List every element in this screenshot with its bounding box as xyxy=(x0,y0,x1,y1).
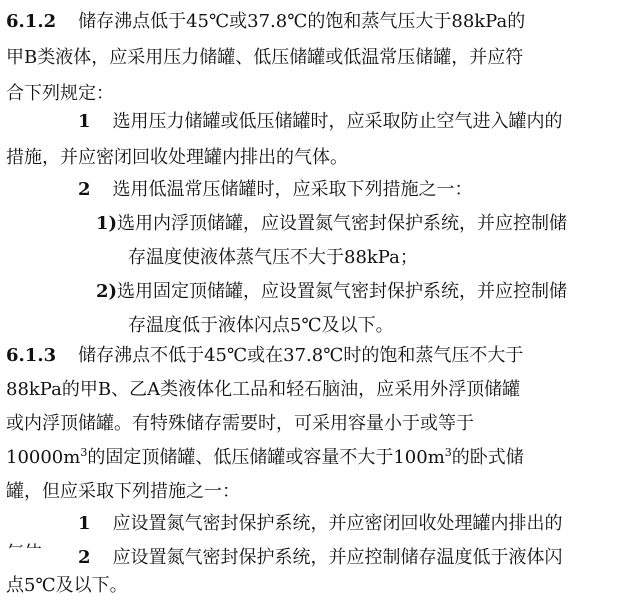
clause-text: 的固定顶储罐、低压储罐或容量不大于100m xyxy=(87,447,445,468)
clause-6-1-3-line-2 xyxy=(6,372,630,408)
item-2-line-1 xyxy=(78,172,630,208)
clause-6-1-3-line-5 xyxy=(6,474,630,510)
clause-6-1-3-line-3 xyxy=(6,406,630,442)
item-text: 应设置氮气密封保护系统，并应密闭回收处理罐内排出的 xyxy=(112,513,563,534)
sub-item-text: 选用内浮顶储罐，应设置氮气密封保护系统，并应控制储 xyxy=(117,213,568,234)
clause-text: 88kPa的甲B、乙A类液体化工品和轻石脑油，应采用外浮顶储罐 xyxy=(6,379,521,400)
clause-text: 甲B类液体，应采用压力储罐、低压储罐或低温常压储罐，并应符 xyxy=(6,47,524,68)
clause-6-1-3-line-1 xyxy=(6,338,630,374)
item-text: 选用低温常压储罐时，应采取下列措施之一： xyxy=(112,179,473,200)
sub-item-1-line-1 xyxy=(96,206,630,242)
clause-text: 罐，但应采取下列措施之一： xyxy=(6,481,240,502)
clause-text: 合下列规定： xyxy=(6,83,114,104)
item-1-line-2 xyxy=(6,140,630,176)
clause-text: 或内浮顶储罐。有特殊储存需要时，可采用容量小于或等于 xyxy=(6,413,474,434)
clause-6-1-3-line-4 xyxy=(6,440,630,476)
clause-number: 6.1.2 xyxy=(6,11,57,32)
superscript: 3 xyxy=(444,446,452,459)
item-text: 点5℃及以下。 xyxy=(6,575,128,596)
item-text: 措施，并应密闭回收处理罐内排出的气体。 xyxy=(6,147,348,168)
item-2-line-2 xyxy=(6,568,626,604)
sub-item-number: 1) xyxy=(96,213,118,234)
bottom-band xyxy=(0,548,630,601)
clause-text: 的卧式储 xyxy=(451,447,524,468)
clause-6-1-2-line-2 xyxy=(6,40,630,76)
item-number: 1 xyxy=(78,111,91,132)
item-1-line-1 xyxy=(78,104,630,140)
item-text: 选用压力储罐或低压储罐时，应采取防止空气进入罐内的 xyxy=(112,111,563,132)
superscript: 3 xyxy=(80,446,88,459)
sub-item-text: 存温度低于液体闪点5℃及以下。 xyxy=(128,315,394,336)
clause-text: 10000m xyxy=(6,447,81,468)
item-number: 2 xyxy=(78,179,91,200)
item-number: 2 xyxy=(78,547,91,568)
sub-item-number: 2) xyxy=(96,281,118,302)
sub-item-2-line-1 xyxy=(96,274,630,310)
clause-6-1-2-line-1 xyxy=(6,4,630,40)
clause-number: 6.1.3 xyxy=(6,345,57,366)
item-text: 应设置氮气密封保护系统，并应控制储存温度低于液体闪 xyxy=(112,547,563,568)
sub-item-text: 存温度使液体蒸气压不大于88kPa； xyxy=(128,247,418,268)
sub-item-text: 选用固定顶储罐，应设置氮气密封保护系统，并应控制储 xyxy=(117,281,568,302)
clause-text: 储存沸点不低于45℃或在37.8℃时的饱和蒸气压不大于 xyxy=(78,345,524,366)
sub-item-1-line-2 xyxy=(128,240,630,276)
item-number: 1 xyxy=(78,513,91,534)
clause-text: 储存沸点低于45℃或37.8℃的饱和蒸气压大于88kPa的 xyxy=(78,11,526,32)
